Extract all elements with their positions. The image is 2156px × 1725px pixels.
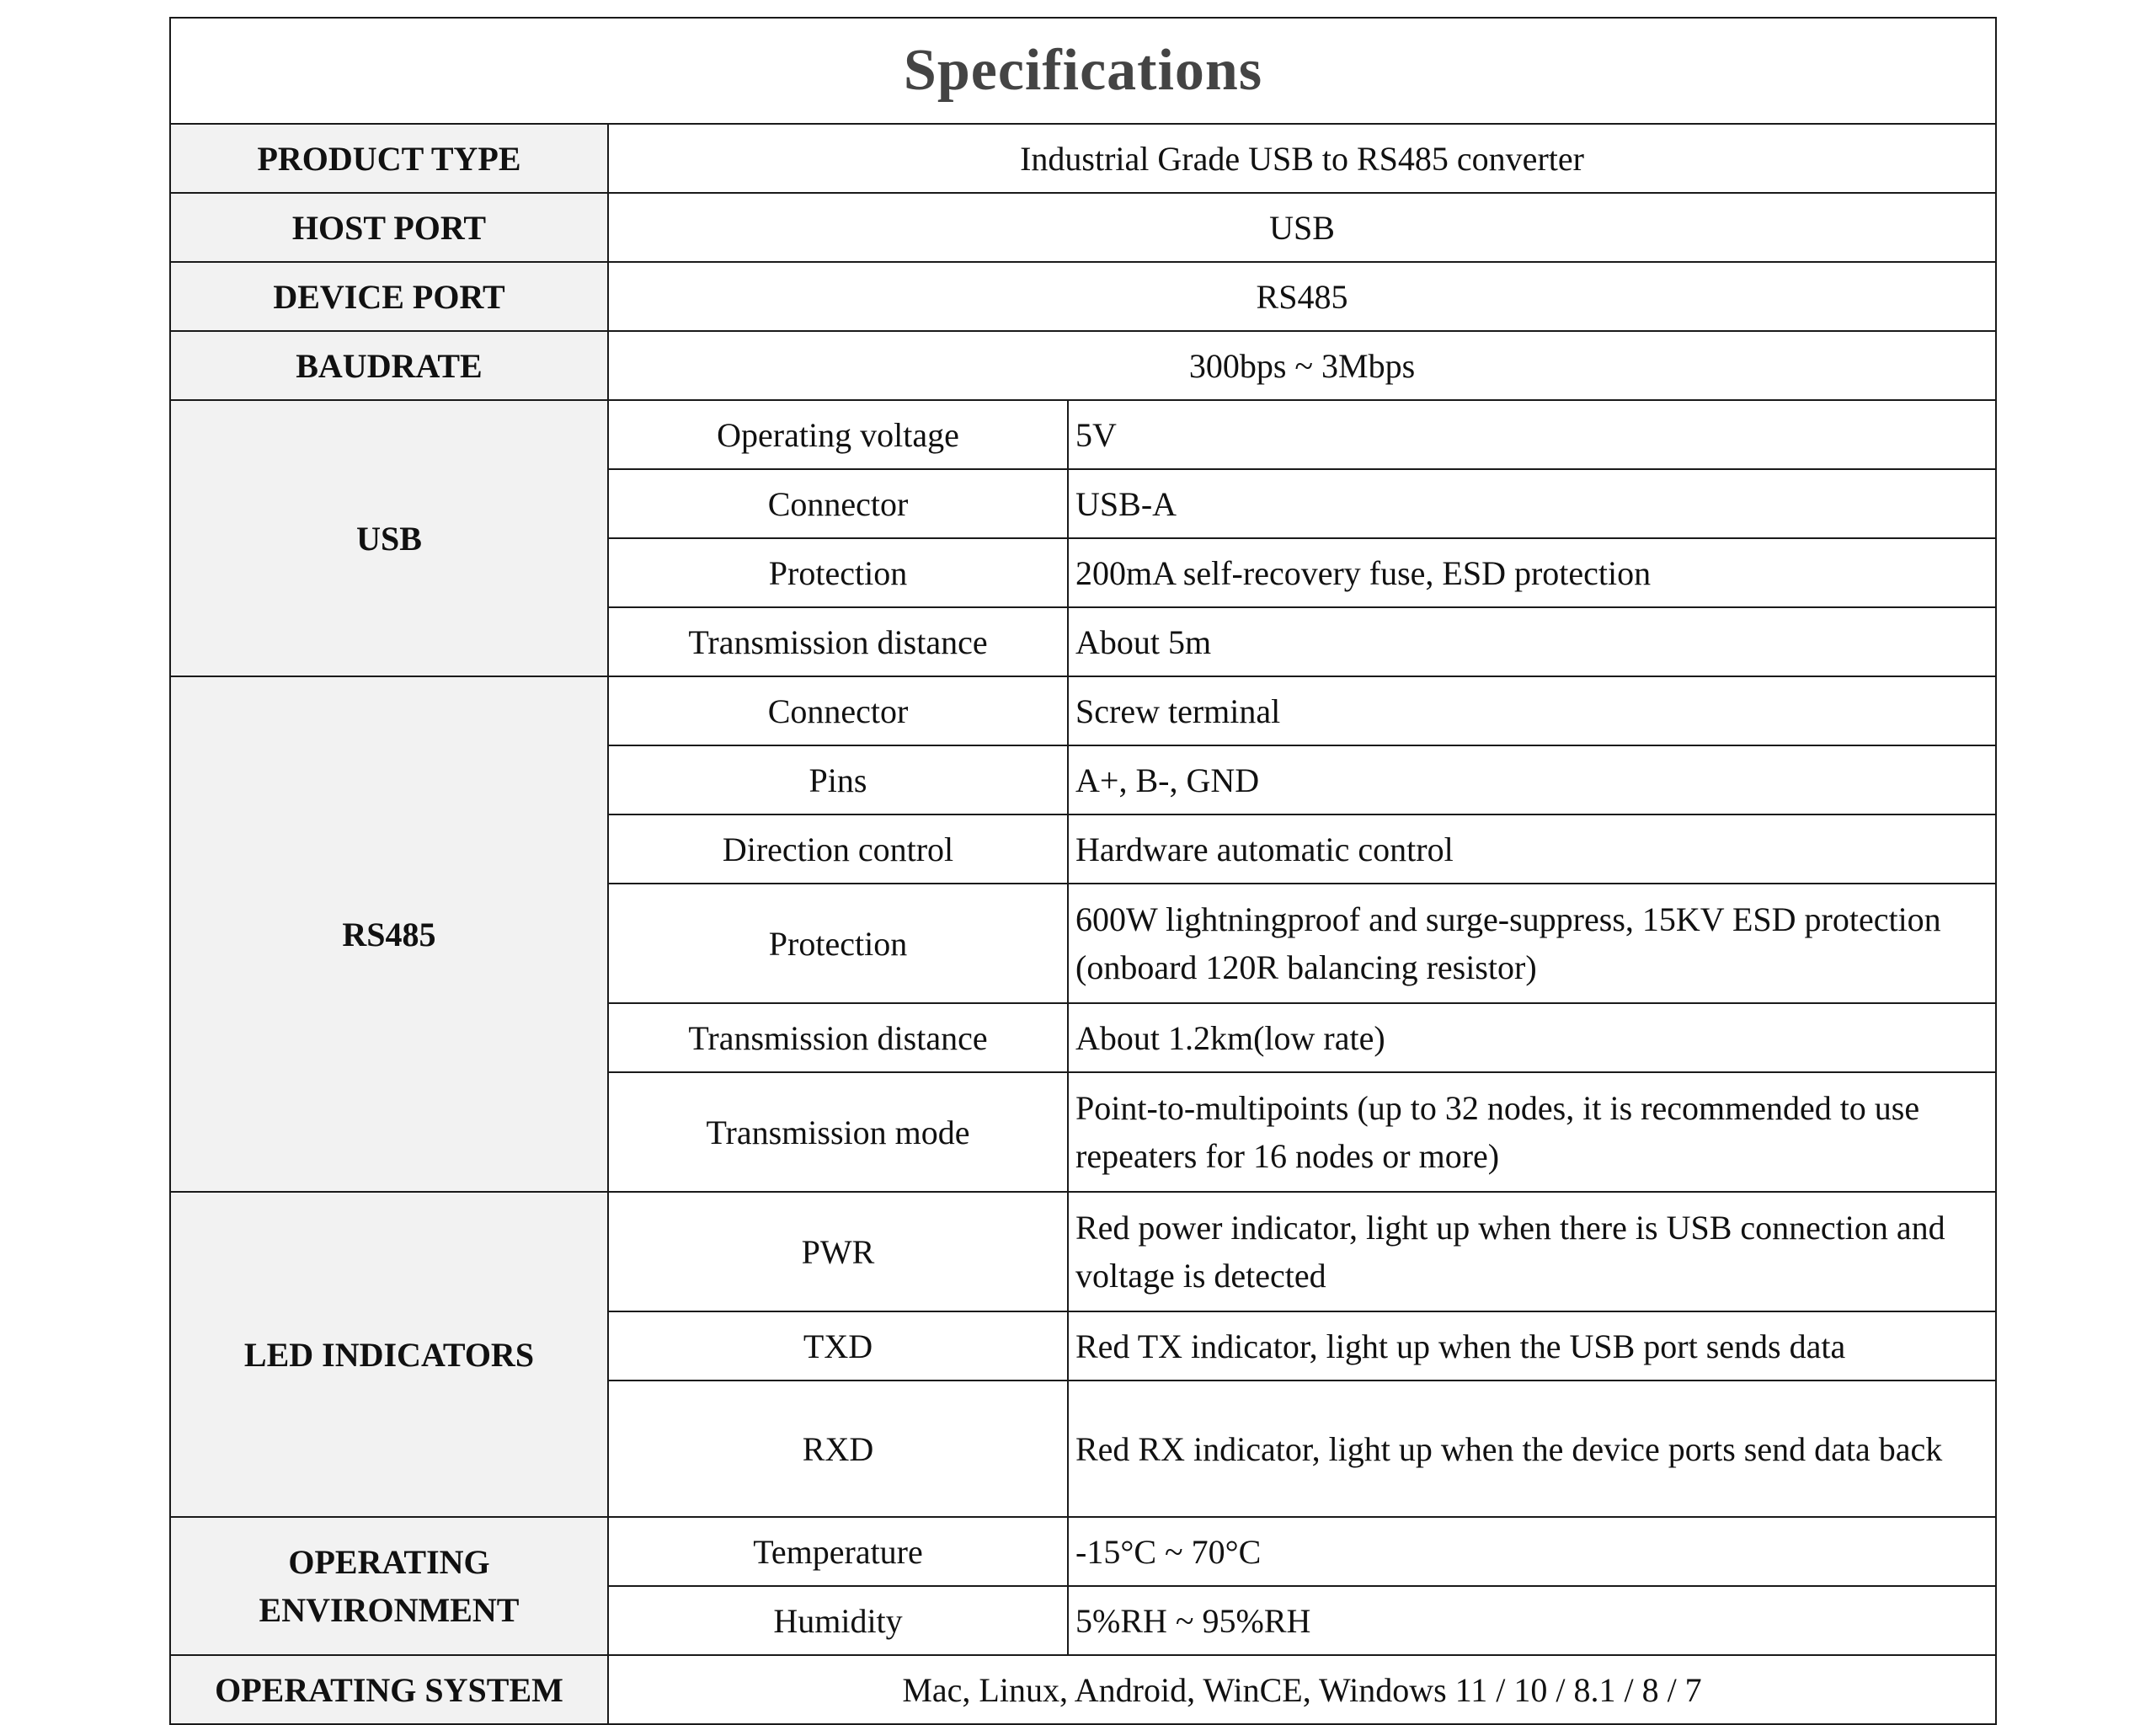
spec-name: RXD [608, 1381, 1068, 1517]
row-value-operating-system: Mac, Linux, Android, WinCE, Windows 11 / 10 / 8.1 / 8 / 7 [608, 1655, 1996, 1724]
table-row [170, 1517, 1996, 1586]
row-value-baudrate: 300bps ~ 3Mbps [608, 331, 1996, 400]
spec-name: Connector [608, 676, 1068, 745]
table-row [170, 1192, 1996, 1311]
table-row [170, 331, 1996, 400]
row-label-host-port: HOST PORT [170, 193, 608, 262]
spec-name: Temperature [608, 1517, 1068, 1586]
spec-name: Protection [608, 884, 1068, 1003]
spec-value: Red power indicator, light up when there is USB connection and voltage is detected [1068, 1192, 1996, 1311]
row-value-host-port: USB [608, 193, 1996, 262]
table-row [170, 1655, 1996, 1724]
row-label-operating-system: OPERATING SYSTEM [170, 1655, 608, 1724]
spec-value: Screw terminal [1068, 676, 1996, 745]
specifications-sheet [169, 17, 1995, 1725]
row-value-product-type: Industrial Grade USB to RS485 converter [608, 124, 1996, 193]
spec-value: 600W lightningproof and surge-suppress, 15KV ESD protection (onboard 120R balancing resistor) [1068, 884, 1996, 1003]
spec-value: Hardware automatic control [1068, 814, 1996, 884]
table-row [170, 400, 1996, 469]
row-value-device-port: RS485 [608, 262, 1996, 331]
spec-value: Red TX indicator, light up when the USB port sends data [1068, 1311, 1996, 1381]
spec-name: Protection [608, 538, 1068, 607]
row-label-product-type: PRODUCT TYPE [170, 124, 608, 193]
row-label-device-port: DEVICE PORT [170, 262, 608, 331]
spec-name: TXD [608, 1311, 1068, 1381]
spec-value: 5V [1068, 400, 1996, 469]
spec-value: 5%RH ~ 95%RH [1068, 1586, 1996, 1655]
table-row [170, 124, 1996, 193]
spec-value: -15°C ~ 70°C [1068, 1517, 1996, 1586]
spec-name: Transmission mode [608, 1072, 1068, 1192]
group-label-usb: USB [170, 400, 608, 676]
spec-name: Transmission distance [608, 607, 1068, 676]
spec-value: A+, B-, GND [1068, 745, 1996, 814]
group-label-led-indicators: LED INDICATORS [170, 1192, 608, 1517]
spec-value: Red RX indicator, light up when the device ports send data back [1068, 1381, 1996, 1517]
spec-name: Operating voltage [608, 400, 1068, 469]
table-row [170, 676, 1996, 745]
table-row [170, 193, 1996, 262]
group-label-operating-environment: OPERATING ENVIRONMENT [170, 1517, 608, 1655]
spec-name: Humidity [608, 1586, 1068, 1655]
spec-name: Transmission distance [608, 1003, 1068, 1072]
spec-name: PWR [608, 1192, 1068, 1311]
table-row [170, 262, 1996, 331]
spec-value: About 5m [1068, 607, 1996, 676]
spec-value: About 1.2km(low rate) [1068, 1003, 1996, 1072]
spec-value: Point-to-multipoints (up to 32 nodes, it is recommended to use repeaters for 16 nodes or more) [1068, 1072, 1996, 1192]
spec-name: Pins [608, 745, 1068, 814]
spec-value: USB-A [1068, 469, 1996, 538]
table-title: Specifications [170, 18, 1996, 124]
spec-value: 200mA self-recovery fuse, ESD protection [1068, 538, 1996, 607]
specifications-table [169, 17, 1997, 1725]
row-label-baudrate: BAUDRATE [170, 331, 608, 400]
group-label-rs485: RS485 [170, 676, 608, 1192]
spec-name: Direction control [608, 814, 1068, 884]
spec-name: Connector [608, 469, 1068, 538]
